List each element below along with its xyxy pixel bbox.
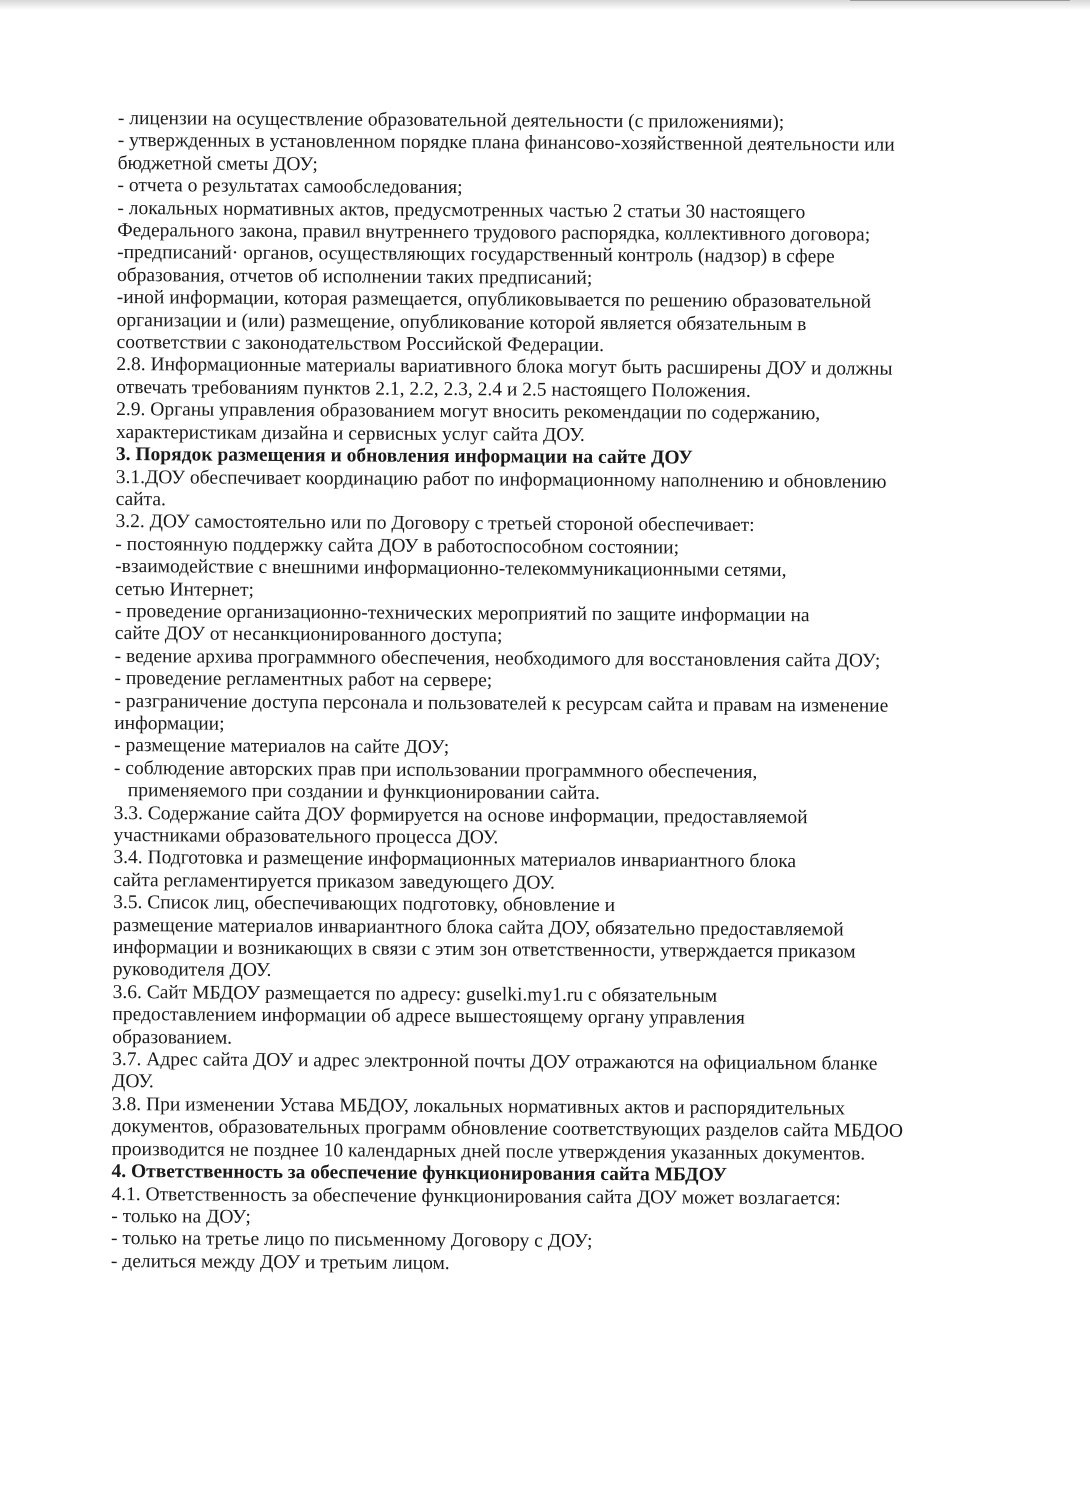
text-line: сайта. xyxy=(115,488,166,511)
text-line: - делиться между ДОУ и третьим лицом. xyxy=(110,1250,450,1274)
text-line: - лицензии на осуществление образовательной деятельности (с приложениями); xyxy=(117,108,785,134)
text-line: сайта регламентируется приказом заведующего ДОУ. xyxy=(113,869,556,894)
text-line: предоставлением информации об адресе вышестоящему органу управления xyxy=(112,1004,745,1030)
text-line: 3.4. Подготовка и размещение информационных материалов инвариантного блока xyxy=(113,847,797,873)
text-line: характеристикам дизайна и сервисных услуг сайта ДОУ. xyxy=(115,421,585,446)
text-line: применяемого при создании и функционировании сайта. xyxy=(127,780,600,805)
text-line: - утвержденных в установленном порядке плана финансово-хозяйственной деятельности или xyxy=(117,130,895,157)
text-line: 3.7. Адрес сайта ДОУ и адрес электронной почты ДОУ отражаются на официальном бланке xyxy=(112,1049,878,1075)
text-line: - разграничение доступа персонала и пользователей к ресурсам сайта и правам на изменение xyxy=(114,690,889,717)
scan-edge-mark xyxy=(850,0,1070,7)
text-line: 4.1. Ответственность за обеспечение функционирования сайта ДОУ может возлагается: xyxy=(111,1183,841,1209)
text-line: 3.6. Сайт МБДОУ размещается по адресу: guselki.my1.ru с обязательным xyxy=(112,981,718,1007)
document-page xyxy=(111,108,1008,1279)
text-line: - соблюдение авторских прав при использовании программного обеспечения, xyxy=(113,757,758,783)
text-line: - ведение архива программного обеспечения, необходимого для восстановления сайта ДОУ; xyxy=(114,645,881,672)
text-line: бюджетной сметы ДОУ; xyxy=(117,152,318,176)
text-line: Федерального закона, правил внутреннего трудового распорядка, коллективного договора; xyxy=(117,220,871,246)
section-heading: 4. Ответственность за обеспечение функционирования сайта МБДОУ xyxy=(111,1161,728,1186)
text-line: 3.5. Список лиц, обеспечивающих подготовку, обновление и xyxy=(113,892,616,917)
text-line: - локальных нормативных актов, предусмотренных частью 2 статьи 30 настоящего xyxy=(117,197,806,223)
text-line: образования, отчетов об исполнении таких предписаний; xyxy=(116,264,593,289)
text-line: сайте ДОУ от несанкционированного доступа; xyxy=(114,623,503,647)
text-line: сетью Интернет; xyxy=(114,578,255,601)
text-line: - постоянную поддержку сайта ДОУ в работоспособном состоянии; xyxy=(115,533,680,559)
text-line: производится не позднее 10 календарных дней после утверждения указанных документов. xyxy=(111,1138,866,1165)
section-heading: 3. Порядок размещения и обновления информации на сайте ДОУ xyxy=(115,444,693,469)
text-line: отвечать требованиям пунктов 2.1, 2.2, 2.3, 2.4 и 2.5 настоящего Положения. xyxy=(116,376,751,402)
text-line: - отчета о результатах самообследования; xyxy=(117,175,463,199)
text-line: - проведение регламентных работ на сервере; xyxy=(114,668,493,692)
text-line: руководителя ДОУ. xyxy=(112,959,272,982)
text-line: информации; xyxy=(114,712,225,735)
text-line: 2.9. Органы управления образованием могут вносить рекомендации по содержанию, xyxy=(116,399,821,425)
text-line: документов, образовательных программ обновление соответствующих разделов сайта МБДОО xyxy=(111,1116,904,1143)
text-line: 3.2. ДОУ самостоятельно или по Договору с третьей стороной обеспечивает: xyxy=(115,511,755,537)
text-line: участниками образовательного процесса ДОУ. xyxy=(113,824,499,849)
text-line: соответствии с законодательством Российской Федерации. xyxy=(116,332,605,357)
text-line: 3.1.ДОУ обеспечивает координацию работ по информационному наполнению и обновлению xyxy=(115,466,887,493)
text-line: образованием. xyxy=(112,1026,233,1049)
text-line: ДОУ. xyxy=(111,1071,154,1093)
text-line: информации и возникающих в связи с этим зон ответственности, утверждается приказом xyxy=(112,937,856,963)
text-line: - только на ДОУ; xyxy=(111,1205,251,1228)
text-line: 2.8. Информационные материалы вариативного блока могут быть расширены ДОУ и должны xyxy=(116,354,893,381)
text-line: - размещение материалов на сайте ДОУ; xyxy=(114,735,450,759)
text-line: - проведение организационно-технических мероприятий по защите информации на xyxy=(114,600,810,627)
text-line: -взаимодействие с внешними информационно-телекоммуникационными сетями, xyxy=(115,556,787,582)
text-line: -иной информации, которая размещается, опубликовывается по решению образовательной xyxy=(116,287,872,313)
text-line: - только на третье лицо по письменному Договору с ДОУ; xyxy=(111,1228,593,1253)
text-line: 3.3. Содержание сайта ДОУ формируется на основе информации, предоставляемой xyxy=(113,802,808,828)
text-line: -предписаний· органов, осуществляющих государственный контроль (надзор) в сфере xyxy=(117,242,835,268)
text-line: организации и (или) размещение, опубликование которой является обязательным в xyxy=(116,309,807,335)
text-line: размещение материалов инвариантного блока сайта ДОУ, обязательно предоставляемой xyxy=(112,914,844,941)
text-line: 3.8. При изменении Устава МБДОУ, локальных нормативных актов и распорядительных xyxy=(111,1093,846,1120)
